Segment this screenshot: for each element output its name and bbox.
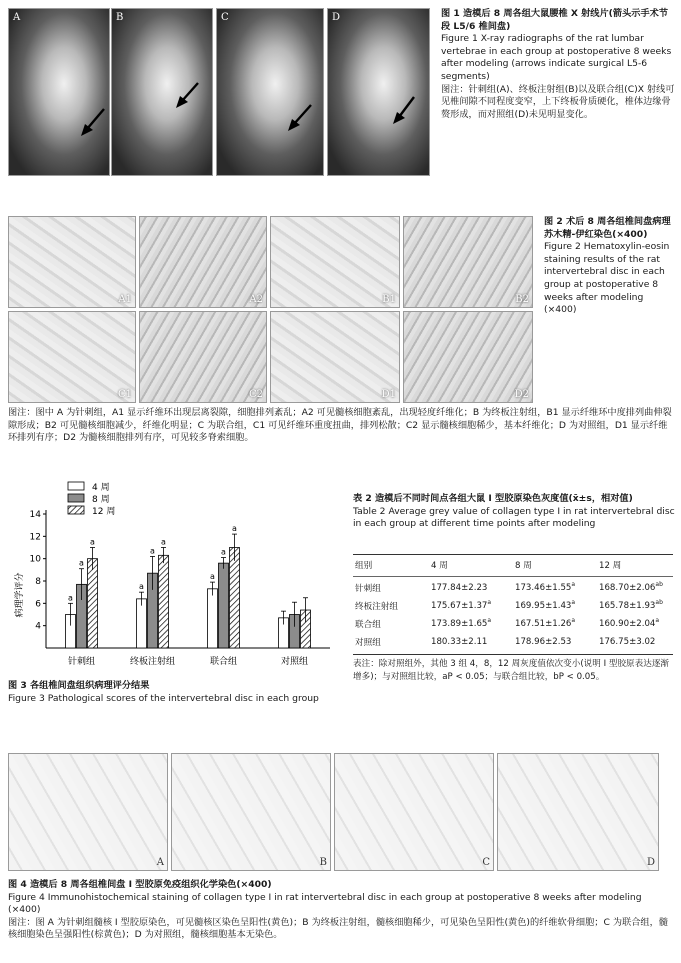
panel-label: C2 [248, 389, 263, 400]
sig-mark: a [571, 581, 576, 589]
cell-w4 [429, 615, 513, 633]
fig3-chart [8, 478, 338, 678]
x-tick-label: 针刺组 [67, 657, 96, 667]
fig3-caption [8, 680, 338, 705]
arrow-icon [9, 9, 110, 176]
sig-mark: a [571, 617, 576, 625]
fig4-title-en: Figure 4 Immunohistochemical staining of collagen type I in rat intervertebral disc in each group at postoperative 8 weeks after modeling (×400) [8, 891, 642, 916]
fig2-panel-a2 [139, 216, 267, 308]
sig-mark: ab [655, 599, 663, 607]
x-tick-label: 对照组 [280, 657, 309, 667]
panel-label: A1 [118, 294, 132, 305]
significance-mark: a [221, 547, 226, 557]
value: 169.95±1.43 [515, 601, 572, 611]
value: 165.78±1.93 [599, 601, 656, 611]
fig3-title-zh: 图 3 各组椎间盘组织病理评分结果 [8, 680, 150, 691]
cell-w4 [429, 633, 513, 651]
fig1-panel-b [111, 8, 213, 176]
fig4-panel-a [8, 753, 168, 871]
cell-w8 [513, 579, 597, 597]
table2-title-en: Table 2 Average grey value of collagen type I in rat intervertebral disc in each group at different time points after modeling [353, 505, 675, 530]
bar [219, 563, 229, 648]
table-row [353, 633, 673, 651]
table2 [353, 555, 673, 575]
cell-w12 [597, 597, 673, 615]
fig2-panel-c2 [139, 311, 267, 403]
arrow-icon [217, 9, 324, 176]
bar [230, 548, 240, 649]
cell-w4 [429, 597, 513, 615]
significance-mark: a [79, 558, 84, 568]
y-tick-label: 6 [35, 599, 41, 610]
significance-mark: a [150, 546, 155, 556]
fig1-panel-d [327, 8, 430, 176]
table2-body [353, 579, 673, 651]
legend-swatch [68, 506, 84, 514]
legend-label: 8 周 [92, 495, 110, 505]
cell-w8 [513, 615, 597, 633]
significance-mark: a [232, 524, 237, 534]
panel-label: D2 [514, 389, 529, 400]
cell-group: 针刺组 [355, 584, 381, 594]
significance-mark: a [161, 537, 166, 547]
table-mid-rule [353, 576, 673, 577]
fig3-title-en: Figure 3 Pathological scores of the intervertebral disc in each group [8, 692, 319, 704]
value: 176.75±3.02 [599, 637, 656, 647]
y-tick-label: 10 [29, 554, 41, 565]
y-tick-label: 12 [29, 532, 41, 543]
fig2-panel-d2 [403, 311, 533, 403]
significance-mark: a [90, 537, 95, 547]
bar [159, 555, 169, 648]
fig1-title-zh: 图 1 造模后 8 周各组大鼠腰椎 X 射线片(箭头示手术节段 L5/6 椎间盘) [441, 8, 669, 32]
cell-w8 [513, 633, 597, 651]
fig2-panel-a1 [8, 216, 136, 308]
panel-label: A [13, 12, 21, 23]
table-header-row [353, 555, 673, 575]
panel-label: C [221, 12, 229, 23]
fig2-panel-b1 [270, 216, 400, 308]
value: 175.67±1.37 [431, 601, 488, 611]
sig-mark: a [487, 599, 492, 607]
value: 177.84±2.23 [431, 583, 488, 593]
y-tick-label: 4 [35, 621, 41, 632]
significance-mark: a [68, 593, 73, 603]
arrow-icon [328, 9, 430, 176]
table-bottom-rule [353, 654, 673, 655]
fig2-title-zh: 图 2 术后 8 周各组椎间盘病理苏木精-伊红染色(×400) [544, 216, 671, 240]
fig1-caption [441, 8, 676, 121]
significance-mark: a [210, 572, 215, 582]
cell-w12 [597, 615, 673, 633]
panel-label: D [646, 857, 655, 868]
sig-mark: a [655, 617, 660, 625]
fig1-panel-c [216, 8, 324, 176]
table-row [353, 579, 673, 597]
panel-label: B [116, 12, 124, 23]
table2-title-zh: 表 2 造模后不同时间点各组大鼠 I 型胶原染色灰度值(x̄±s，相对值) [353, 493, 633, 504]
x-tick-label: 终板注射组 [129, 657, 176, 667]
value: 167.51±1.26 [515, 619, 572, 629]
panel-label: D1 [381, 389, 396, 400]
panel-label: B [319, 857, 327, 868]
y-axis-label: 病理学评分 [15, 572, 25, 618]
panel-label: A [156, 857, 164, 868]
significance-mark: a [139, 582, 144, 592]
cell-w12 [597, 579, 673, 597]
fig2-note: 图注：图中 A 为针刺组，A1 显示纤维环出现层离裂隙，细胞排列紊乱；A2 可见髓核细胞紊乱，出现轻度纤维化；B 为终板注射组，B1 显示纤维环中度排列曲伸裂隙形成；B2 可见髓核细胞减少，纤维化明显；C 为联合组，C1 可见纤维环重度扭曲，排列松散；C2 显示髓核细胞稀少，基本纤维化；D 为对照组，D1 显示纤维环排列有序；D2 为髓核细胞排列有序，可见较多脊索细胞。 [8, 407, 672, 444]
header-cell: 4 周 [431, 561, 448, 571]
y-tick-label: 8 [35, 577, 41, 587]
sig-mark: a [571, 599, 576, 607]
value: 180.33±2.11 [431, 637, 488, 647]
header-cell: 12 周 [599, 561, 622, 571]
header-cell: 组别 [355, 561, 373, 571]
table2-caption [353, 493, 675, 531]
fig1-panel-a [8, 8, 110, 176]
fig2-panel-d1 [270, 311, 400, 403]
panel-label: A2 [249, 294, 263, 305]
bar [88, 559, 98, 648]
table-row [353, 615, 673, 633]
panel-label: B2 [515, 294, 529, 305]
fig4-caption [8, 879, 674, 942]
fig1-note: 图注：针刺组(A)、终板注射组(B)以及联合组(C)X 射线可见椎间隙不同程度变窄，上下终板骨质硬化，椎体边缘骨赘形成，而对照组(D)未见明显变化。 [441, 83, 675, 120]
fig2-title-en: Figure 2 Hematoxylin-eosin staining results of the rat intervertebral disc in each group at postoperative 8 weeks after modeling (×400) [544, 241, 670, 316]
arrow-icon [112, 9, 213, 176]
fig4-note: 图注：图 A 为针刺组髓核 I 型胶原染色，可见髓核区染色呈阳性(黄色)；B 为终板注射组，髓核细胞稀少，可见染色呈阳性(黄色)的纤维软骨细胞；C 为联合组，髓核细胞染色呈强阳性(棕黄色)；D 为对照组，髓核细胞基本无染色。 [8, 916, 668, 941]
fig4-panel-d [497, 753, 659, 871]
cell-group: 对照组 [355, 638, 381, 648]
panel-label: C [482, 857, 490, 868]
fig4-panel-b [171, 753, 331, 871]
fig2-caption [544, 216, 676, 317]
header-cell: 8 周 [515, 561, 532, 571]
cell-w8 [513, 597, 597, 615]
panel-label: D [332, 12, 341, 23]
sig-mark: ab [655, 581, 663, 589]
legend-label: 4 周 [92, 483, 110, 493]
cell-w4 [429, 579, 513, 597]
fig4-panel-c [334, 753, 494, 871]
cell-group: 终板注射组 [355, 602, 398, 612]
legend-swatch [68, 494, 84, 502]
value: 178.96±2.53 [515, 637, 572, 647]
table2-note: 表注：除对照组外，其他 3 组 4，8，12 周灰度值依次变小(说明 I 型胶原表达逐渐增多)；与对照组比较，aP < 0.05；与联合组比较，bP < 0.05。 [353, 659, 670, 682]
value: 160.90±2.04 [599, 619, 656, 629]
table-row [353, 597, 673, 615]
fig1-title-en: Figure 1 X-ray radiographs of the rat lumbar vertebrae in each group at postoperative 8 weeks after modeling (arrows indicate surgical L5-6 segments) [441, 33, 672, 82]
x-tick-label: 联合组 [209, 657, 238, 667]
bar [208, 589, 218, 648]
panel-label: C1 [117, 389, 132, 400]
fig2-panel-b2 [403, 216, 533, 308]
panel-label: B1 [382, 294, 396, 305]
fig4-title-zh: 图 4 造模后 8 周各组椎间盘 I 型胶原免疫组织化学染色(×400) [8, 879, 272, 890]
legend-swatch [68, 482, 84, 490]
cell-w12 [597, 633, 673, 651]
value: 173.46±1.55 [515, 583, 572, 593]
y-tick-label: 14 [29, 510, 41, 520]
legend-label: 12 周 [92, 507, 116, 517]
value: 173.89±1.65 [431, 619, 488, 629]
sig-mark: a [487, 617, 492, 625]
fig2-panel-c1 [8, 311, 136, 403]
value: 168.70±2.06 [599, 583, 656, 593]
bar [137, 599, 147, 648]
cell-group: 联合组 [355, 620, 381, 630]
